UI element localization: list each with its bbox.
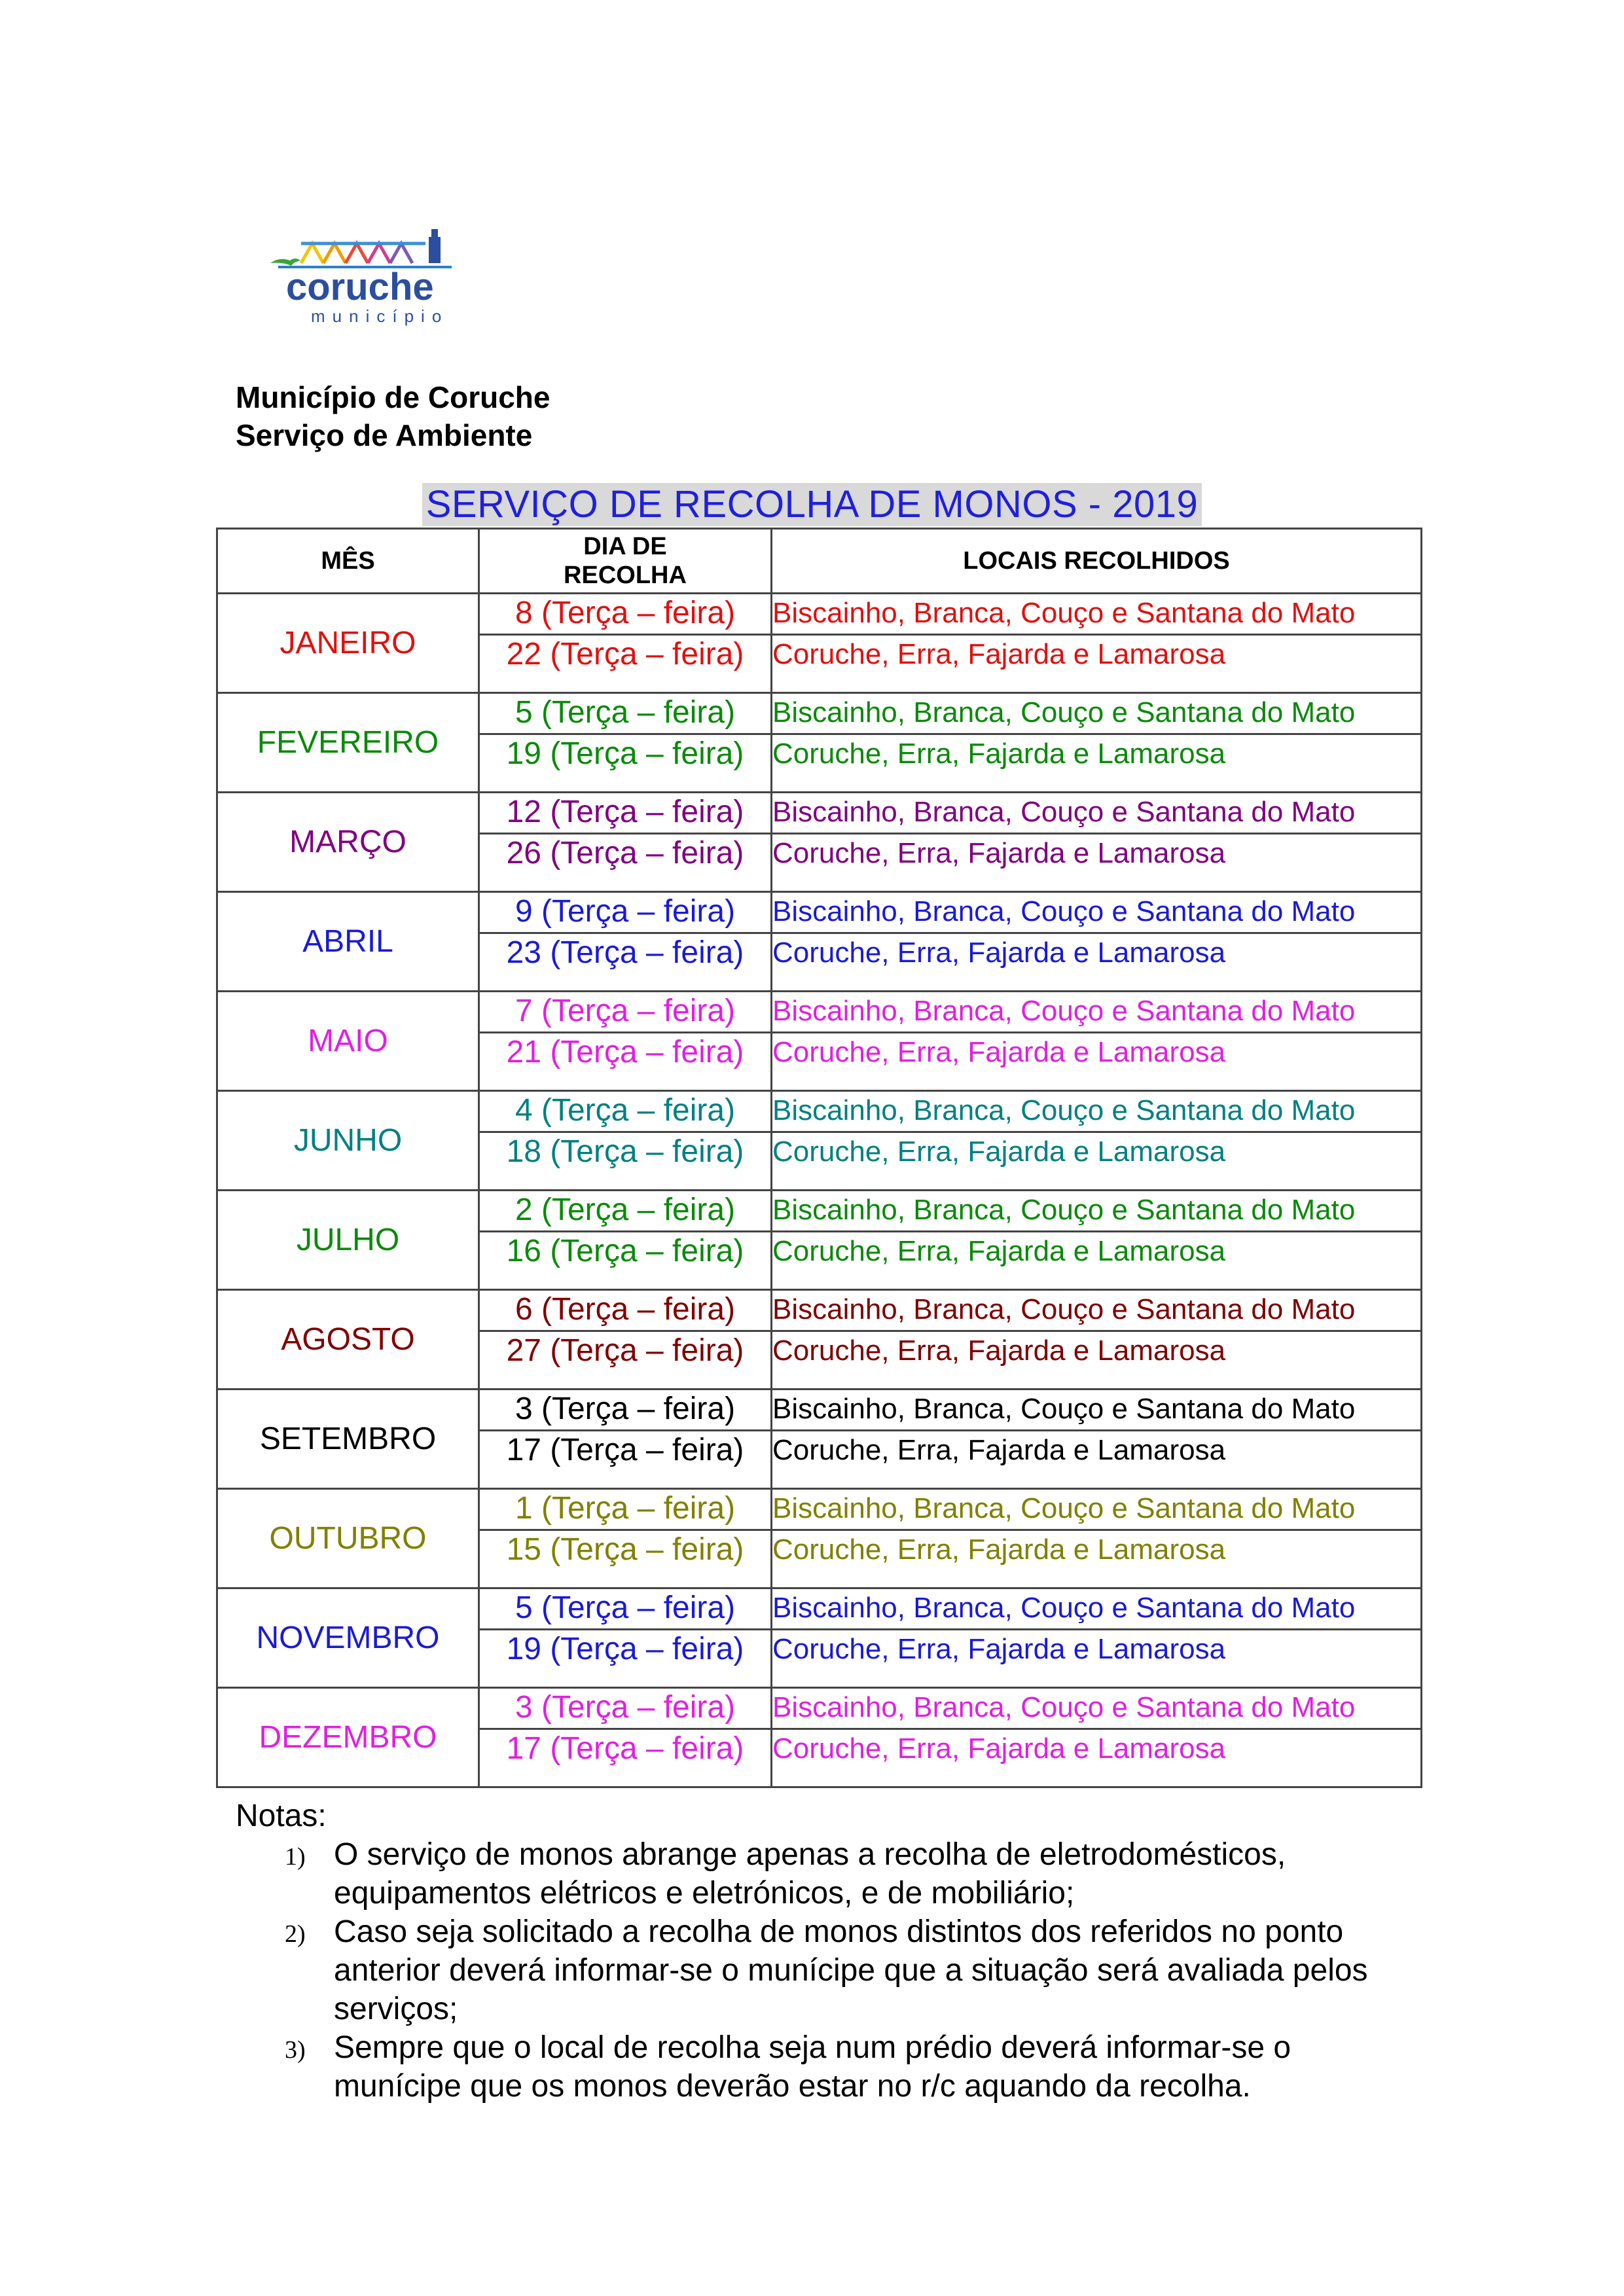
locations-cell-first: Biscainho, Branca, Couço e Santana do Mato [772, 1290, 1422, 1331]
note-text: O serviço de monos abrange apenas a recolha de eletrodomésticos, equipamentos elétricos e eletrónicos, e de mobiliário; [334, 1837, 1286, 1910]
day-cell-second: 17 (Terça – feira) [479, 1431, 772, 1489]
locations-cell-second: Coruche, Erra, Fajarda e Lamarosa [772, 635, 1422, 693]
locations-cell-second: Coruche, Erra, Fajarda e Lamarosa [772, 1232, 1422, 1290]
day-cell-first: 8 (Terça – feira) [479, 594, 772, 635]
locations-cell-second: Coruche, Erra, Fajarda e Lamarosa [772, 1630, 1422, 1688]
svg-text:coruche: coruche [286, 266, 434, 308]
table-row [217, 1290, 1422, 1331]
table-body [217, 594, 1422, 1787]
day-cell-second: 27 (Terça – feira) [479, 1331, 772, 1390]
header-day-label: DIA DE RECOLHA [564, 533, 687, 589]
day-cell-second: 16 (Terça – feira) [479, 1232, 772, 1290]
notes-section [236, 1797, 1414, 2106]
title-wrap [0, 483, 1624, 526]
month-cell: AGOSTO [217, 1290, 479, 1390]
month-cell: FEVEREIRO [217, 693, 479, 793]
day-cell-second: 19 (Terça – feira) [479, 734, 772, 793]
locations-cell-second: Coruche, Erra, Fajarda e Lamarosa [772, 933, 1422, 992]
table-row [217, 1588, 1422, 1630]
day-cell-first: 5 (Terça – feira) [479, 1588, 772, 1630]
page-title: SERVIÇO DE RECOLHA DE MONOS - 2019 [422, 483, 1202, 526]
note-item [285, 1912, 1414, 2028]
day-cell-second: 22 (Terça – feira) [479, 635, 772, 693]
locations-cell-first: Biscainho, Branca, Couço e Santana do Mato [772, 1390, 1422, 1431]
locations-cell-first: Biscainho, Branca, Couço e Santana do Mato [772, 693, 1422, 734]
month-cell: NOVEMBRO [217, 1588, 479, 1688]
month-cell: MAIO [217, 992, 479, 1091]
month-cell: SETEMBRO [217, 1390, 479, 1489]
municipality-name: Município de Coruche [236, 380, 550, 414]
table-row [217, 1191, 1422, 1232]
day-cell-second: 18 (Terça – feira) [479, 1132, 772, 1191]
day-cell-first: 12 (Terça – feira) [479, 793, 772, 834]
day-cell-first: 3 (Terça – feira) [479, 1688, 772, 1729]
month-cell: JANEIRO [217, 594, 479, 693]
locations-cell-first: Biscainho, Branca, Couço e Santana do Mato [772, 1588, 1422, 1630]
notes-title: Notas: [236, 1799, 327, 1833]
day-cell-second: 26 (Terça – feira) [479, 834, 772, 892]
day-cell-second: 15 (Terça – feira) [479, 1530, 772, 1588]
locations-cell-second: Coruche, Erra, Fajarda e Lamarosa [772, 1132, 1422, 1191]
notes-list [236, 1835, 1414, 2106]
month-cell: DEZEMBRO [217, 1688, 479, 1787]
table-row [217, 1489, 1422, 1530]
day-cell-first: 6 (Terça – feira) [479, 1290, 772, 1331]
locations-cell-first: Biscainho, Branca, Couço e Santana do Mato [772, 892, 1422, 933]
locations-cell-second: Coruche, Erra, Fajarda e Lamarosa [772, 734, 1422, 793]
table-row [217, 1390, 1422, 1431]
locations-cell-second: Coruche, Erra, Fajarda e Lamarosa [772, 1431, 1422, 1489]
day-cell-second: 19 (Terça – feira) [479, 1630, 772, 1688]
note-item [285, 1835, 1414, 1912]
month-cell: OUTUBRO [217, 1489, 479, 1588]
day-cell-first: 9 (Terça – feira) [479, 892, 772, 933]
locations-cell-second: Coruche, Erra, Fajarda e Lamarosa [772, 1033, 1422, 1091]
organization-header [236, 378, 550, 454]
locations-cell-first: Biscainho, Branca, Couço e Santana do Mato [772, 594, 1422, 635]
month-cell: ABRIL [217, 892, 479, 992]
table-row [217, 693, 1422, 734]
table-row [217, 793, 1422, 834]
locations-cell-second: Coruche, Erra, Fajarda e Lamarosa [772, 1729, 1422, 1787]
day-cell-second: 21 (Terça – feira) [479, 1033, 772, 1091]
month-cell: JUNHO [217, 1091, 479, 1191]
table-row [217, 1688, 1422, 1729]
locations-cell-second: Coruche, Erra, Fajarda e Lamarosa [772, 834, 1422, 892]
table-row [217, 892, 1422, 933]
locations-cell-first: Biscainho, Branca, Couço e Santana do Mato [772, 793, 1422, 834]
day-cell-first: 5 (Terça – feira) [479, 693, 772, 734]
svg-text:município: município [311, 306, 449, 326]
table-row [217, 1091, 1422, 1132]
month-cell: MARÇO [217, 793, 479, 892]
day-cell-second: 17 (Terça – feira) [479, 1729, 772, 1787]
header-day [479, 529, 772, 594]
coruche-logo [265, 223, 461, 334]
locations-cell-second: Coruche, Erra, Fajarda e Lamarosa [772, 1331, 1422, 1390]
locations-cell-second: Coruche, Erra, Fajarda e Lamarosa [772, 1530, 1422, 1588]
table-header-row [217, 529, 1422, 594]
day-cell-second: 23 (Terça – feira) [479, 933, 772, 992]
day-cell-first: 3 (Terça – feira) [479, 1390, 772, 1431]
coruche-logo-icon [265, 223, 461, 334]
header-month: MÊS [217, 529, 479, 594]
day-cell-first: 4 (Terça – feira) [479, 1091, 772, 1132]
day-cell-first: 1 (Terça – feira) [479, 1489, 772, 1530]
note-number: 3) [285, 2036, 306, 2064]
note-text: Sempre que o local de recolha seja num prédio deverá informar-se o munícipe que os monos deverão estar no r/c aquando da recolha. [334, 2030, 1291, 2104]
month-cell: JULHO [217, 1191, 479, 1290]
note-item [285, 2028, 1414, 2106]
day-cell-first: 2 (Terça – feira) [479, 1191, 772, 1232]
schedule-table [216, 528, 1422, 1788]
locations-cell-first: Biscainho, Branca, Couço e Santana do Mato [772, 1489, 1422, 1530]
table-row [217, 992, 1422, 1033]
table-row [217, 594, 1422, 635]
service-name: Serviço de Ambiente [236, 418, 533, 452]
locations-cell-first: Biscainho, Branca, Couço e Santana do Mato [772, 992, 1422, 1033]
note-number: 2) [285, 1920, 306, 1948]
locations-cell-first: Biscainho, Branca, Couço e Santana do Mato [772, 1191, 1422, 1232]
note-number: 1) [285, 1843, 306, 1871]
day-cell-first: 7 (Terça – feira) [479, 992, 772, 1033]
note-text: Caso seja solicitado a recolha de monos distintos dos referidos no ponto anterior deverá informar-se o munícipe que a situação será avaliada pelos serviços; [334, 1914, 1368, 2026]
locations-cell-first: Biscainho, Branca, Couço e Santana do Mato [772, 1091, 1422, 1132]
locations-cell-first: Biscainho, Branca, Couço e Santana do Mato [772, 1688, 1422, 1729]
header-locations: LOCAIS RECOLHIDOS [772, 529, 1422, 594]
